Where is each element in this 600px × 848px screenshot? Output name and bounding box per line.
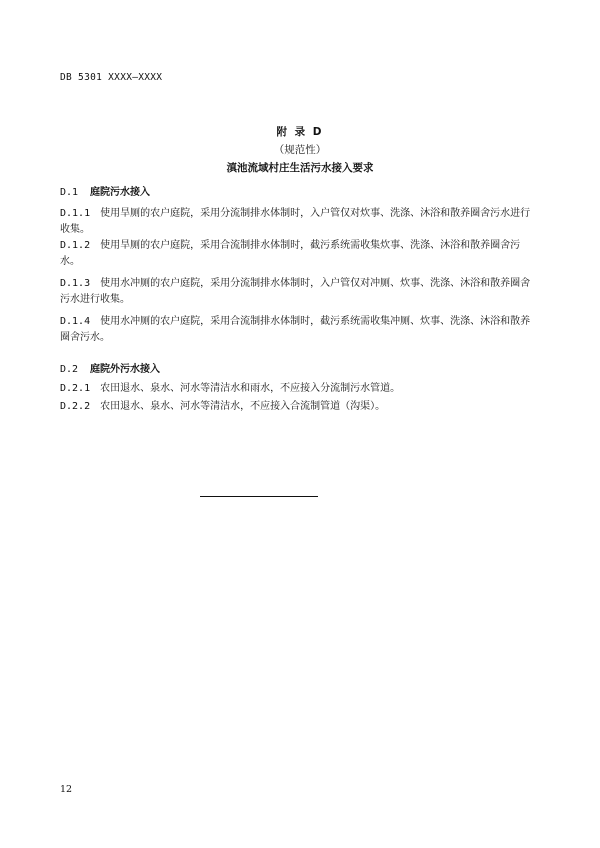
page-number: 12 <box>60 784 73 795</box>
section-heading <box>60 360 160 375</box>
clause-text: 使用水冲厕的农户庭院，采用分流制排水体制时，入户管仅对冲厕、炊事、洗涤、沐浴和散养圈舍污水进行收集。 <box>60 278 531 305</box>
document-id: DB 5301 XXXX—XXXX <box>60 72 163 83</box>
clause-text: 农田退水、泉水、河水等清洁水和雨水，不应接入分流制污水管道。 <box>100 383 401 394</box>
clause-number: D.1.1 <box>60 208 91 219</box>
clause-text: 使用旱厕的农户庭院，采用合流制排水体制时，截污系统需收集炊事、洗涤、沐浴和散养圈舍污水。 <box>60 240 521 267</box>
clause-text: 农田退水、泉水、河水等清洁水，不应接入合流制管道（沟渠）。 <box>100 401 386 412</box>
annex-title: 滇池流域村庄生活污水接入要求 <box>226 162 374 174</box>
clause-number: D.2.1 <box>60 383 91 394</box>
clause-number: D.1.3 <box>60 278 91 289</box>
section-heading <box>60 183 150 198</box>
clause-number: D.1.2 <box>60 240 91 251</box>
section-number: D.1 <box>60 187 79 198</box>
section-title: 庭院外污水接入 <box>90 364 160 375</box>
clause-number: D.1.4 <box>60 316 91 327</box>
clause <box>60 276 540 308</box>
clause-number: D.2.2 <box>60 401 91 412</box>
clause-text: 使用旱厕的农户庭院，采用分流制排水体制时，入户管仅对炊事、洗涤、沐浴和散养圈舍污水进行收集。 <box>60 208 531 235</box>
annex-label: 附 录 D <box>276 126 324 138</box>
clause <box>60 238 540 270</box>
section-title: 庭院污水接入 <box>90 187 150 198</box>
annex-type: （规范性） <box>273 144 327 156</box>
clause <box>60 206 540 238</box>
clause <box>60 381 540 397</box>
end-rule <box>200 496 318 497</box>
clause <box>60 399 540 415</box>
section-number: D.2 <box>60 364 79 375</box>
clause-text: 使用水冲厕的农户庭院，采用合流制排水体制时，截污系统需收集冲厕、炊事、洗涤、沐浴和散养圈舍污水。 <box>60 316 531 343</box>
clause <box>60 314 540 346</box>
